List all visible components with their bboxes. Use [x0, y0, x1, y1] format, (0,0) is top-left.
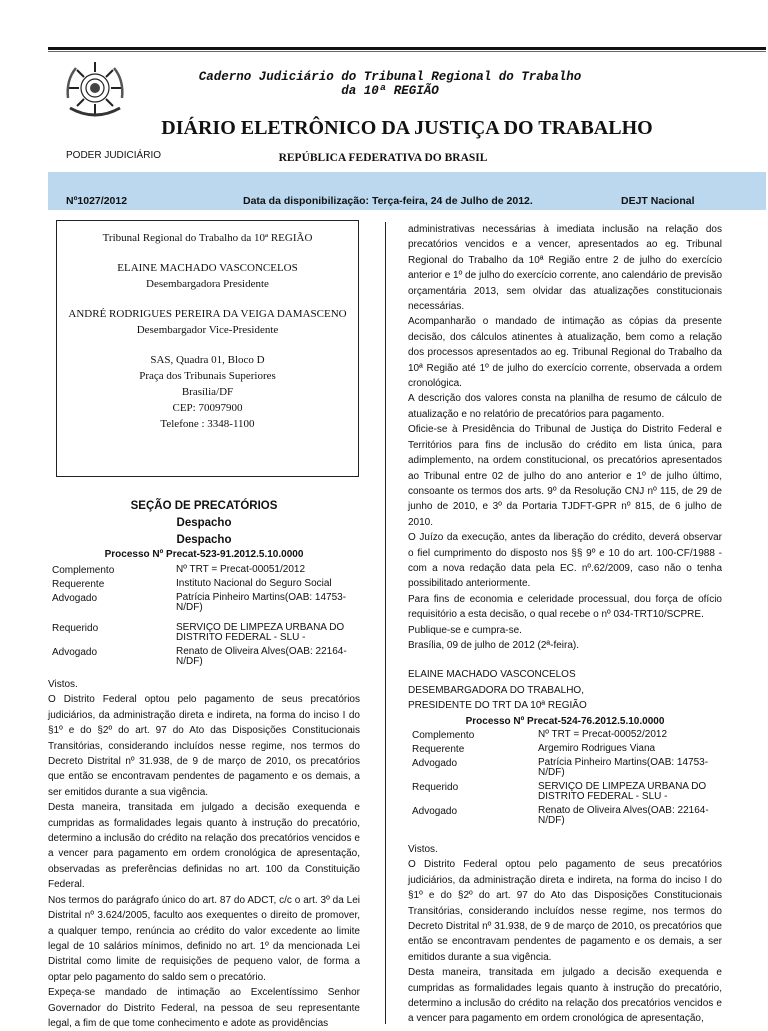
caderno-line-2: da 10ª REGIÃO [341, 84, 439, 98]
president-title: Desembargadora Presidente [146, 278, 269, 290]
field-label: Requerido [52, 623, 99, 634]
republica-label: REPÚBLICA FEDERATIVA DO BRASIL [278, 152, 488, 164]
tribunal-info-box [56, 220, 359, 477]
paragraph: Vistos. [48, 679, 78, 690]
paragraph: Nos termos do parágrafo único do art. 87 do ADCT, c/c o art. 3º da Lei Distrital nº 3.624/2005, faculto aos exequentes o direito de promover, a qualquer tempo, renúncia ao crédito do valor excedente ao limite legal de 10 salários mínimos, definido no art. 1º da mencionada Lei Distrital como limite de requisições de pequeno valor, de forma a optar pelo pagamento do saldo sem o precatório. [48, 894, 360, 983]
right-body-text [408, 222, 722, 714]
left-process-fields [52, 565, 362, 671]
field-value: Nº TRT = Precat-00052/2012 [538, 729, 668, 740]
coat-of-arms-seal [62, 58, 128, 124]
processo-number: Processo Nº Precat-524-76.2012.5.10.0000 [465, 716, 665, 727]
field-label: Complemento [412, 730, 475, 741]
processo-number: Processo Nº Precat-523-91.2012.5.10.0000 [104, 549, 304, 560]
field-value: Patrícia Pinheiro Martins(OAB: 14753-N/DF) [176, 592, 347, 613]
paragraph: Desta maneira, transitada em julgado a decisão exequenda e cumpridas as formalidades legais quanto à instrução do precatório, determino a inclusão do crédito na relação dos precatórios vencidos e a vencer para pagamento em ordem cronológica de apresentação, observadas as preferências definidas no art. 100 da Constituição Federal. [48, 802, 360, 891]
field-value: Renato de Oliveira Alves(OAB: 22164-N/DF) [538, 805, 709, 826]
paragraph: administrativas necessárias à imediata inclusão na relação dos precatórios vencidos e a vencer, apresentados ao eg. Tribunal Regional do Trabalho da 10ª Região entre 2 de julho do exercício anterior e 1º de julho do exercício corrente, ano calendário de previsão orçamentária 2013, sem olvidar das atualizações constitucionais necessárias. [408, 224, 722, 313]
field-label: Requerente [52, 579, 105, 590]
paragraph: Expeça-se mandado de intimação ao Excelentíssimo Senhor Governador do Distrito Federal, na pessoa de seu representante legal, a fim de que tome conhecimento e adote as providências [48, 987, 360, 1029]
field-value: SERVIÇO DE LIMPEZA URBANA DO DISTRITO FEDERAL - SLU - [176, 622, 345, 643]
edition-number: Nº1027/2012 [66, 195, 128, 207]
field-value: Nº TRT = Precat-00051/2012 [176, 564, 306, 575]
top-rule-thin [48, 51, 766, 52]
field-label: Advogado [52, 647, 98, 658]
field-label: Advogado [52, 593, 98, 604]
telephone: Telefone : 3348-1100 [160, 418, 255, 430]
dejt-label: DEJT Nacional [621, 195, 695, 207]
field-label: Advogado [412, 806, 458, 817]
top-rule [48, 47, 766, 50]
president-name: ELAINE MACHADO VASCONCELOS [117, 262, 298, 274]
cep: CEP: 70097900 [172, 402, 243, 414]
field-value: SERVIÇO DE LIMPEZA URBANA DO DISTRITO FEDERAL - SLU - [538, 781, 707, 802]
address-line-1: SAS, Quadra 01, Bloco D [150, 354, 265, 366]
caderno-header [140, 70, 640, 98]
field-label: Complemento [52, 565, 115, 576]
paragraph: O Distrito Federal optou pelo pagamento de seus precatórios judiciários, da administração direta e indireta, na forma do inciso I do §1º e do §2º do art. 97 do Ato das Disposições Constitucionais Transitórias, considerando incluídos nesse regime, nos termos do Decreto Distrital nº 31.938, de 9 de março de 2010, os precatórios que então se encontravam pendentes de pagamento e os demais, a ser emitidos durante a sua vigência. [408, 859, 722, 963]
paragraph: Para fins de economia e celeridade processual, dou força de ofício requisitório a esta decisão, o qual recebe o nº 034-TRT10/SCPRE. [408, 593, 722, 621]
left-body-text [48, 677, 360, 1031]
paragraph: Publique-se e cumpra-se. [408, 624, 522, 636]
signature-name: ELAINE MACHADO VASCONCELOS [408, 669, 576, 681]
paragraph: Desta maneira, transitada em julgado a decisão exequenda e cumpridas as formalidades legais quanto à instrução do precatório, determino a inclusão do crédito na relação dos precatórios vencidos e a vencer para pagamento em ordem cronológica de apresentação, [408, 967, 722, 1025]
poder-judiciario-label: PODER JUDICIÁRIO [66, 150, 162, 161]
field-value: Patrícia Pinheiro Martins(OAB: 14753-N/DF) [538, 757, 709, 778]
column-divider [385, 222, 386, 1024]
paragraph: A descrição dos valores consta na planilha de resumo de cálculo de atualização e no relatório de precatórios para pagamento. [408, 393, 722, 420]
left-section-header [48, 498, 360, 561]
caderno-line-1: Caderno Judiciário do Tribunal Regional do Trabalho [198, 70, 582, 84]
field-label: Requerido [412, 782, 459, 793]
signature-office: PRESIDENTE DO TRT DA 10ª REGIÃO [408, 700, 587, 712]
page-title: DIÁRIO ELETRÔNICO DA JUSTIÇA DO TRABALHO [161, 117, 653, 139]
paragraph: Vistos. [408, 844, 438, 855]
despacho-heading-1: Despacho [176, 517, 232, 529]
paragraph: Brasília, 09 de julho de 2012 (2ª-feira). [408, 639, 580, 651]
tribunal-name: Tribunal Regional do Trabalho da 10ª REGIÃO [102, 232, 313, 244]
publication-date: Data da disponibilização: Terça-feira, 24 de Julho de 2012. [243, 195, 533, 207]
address-line-2: Praça dos Tribunais Superiores [139, 370, 276, 382]
field-label: Advogado [412, 758, 458, 769]
section-title: SEÇÃO DE PRECATÓRIOS [130, 500, 278, 512]
paragraph: Oficie-se à Presidência do Tribunal de Justiça do Distrito Federal e Territórios para fins de inclusão do crédito em lista única, para adimplemento, na ordem constitucional, os precatórios apresentados ao Tribunal entre 02 de julho do ano anterior e 1º de julho último, consoante os termos dos arts. 9º da Resolução CNJ nº 115, de 29 de junho de 2010, e 3º da Portaria TJDFT-GPR nº 815, de 6 julho de 2010. [408, 424, 722, 528]
right-processo-heading [408, 716, 722, 728]
vice-president-name: ANDRÉ RODRIGUES PEREIRA DA VEIGA DAMASCENO [68, 308, 347, 320]
field-value: Renato de Oliveira Alves(OAB: 22164-N/DF) [176, 646, 347, 667]
field-value: Argemiro Rodrigues Viana [538, 743, 656, 754]
address-line-3: Brasília/DF [181, 386, 234, 398]
despacho-heading-2: Despacho [176, 534, 232, 546]
paragraph: Acompanharão o mandado de intimação as cópias da presente decisão, dos cálculos atinentes à atualização, bem como a relação dos processos apresentados ao eg. Tribunal Regional do Trabalho da 10ª Região até 1º de julho do exercício corrente, observada a ordem cronológica. [408, 316, 722, 390]
field-label: Requerente [412, 744, 465, 755]
vice-president-title: Desembargador Vice-Presidente [136, 324, 279, 336]
signature-role: DESEMBARGADORA DO TRABALHO, [408, 684, 584, 696]
field-value: Instituto Nacional do Seguro Social [176, 578, 332, 589]
paragraph: O Juízo da execução, antes da liberação do crédito, deverá observar o fiel cumprimento do disposto nos §§ 9º e 10 do art. 100-CF/1988 - com a nova redação data pela EC. nº.62/2009, caso não o tenha possibilitado anteriormente. [408, 532, 722, 590]
paragraph: O Distrito Federal optou pelo pagamento de seus precatórios judiciários, da administração direta e indireta, na forma do inciso I do §1º e do §2º do art. 97 do Ato das Disposições Constitucionais Transitórias, considerando incluídos nesse regime, nos termos do Decreto Distrital nº 31.938, de 9 de março de 2010, os precatórios que então se encontravam pendentes de pagamento e os demais, a ser emitidos durante a sua vigência. [48, 694, 360, 798]
right-process-fields [412, 730, 724, 830]
right-body-text-2 [408, 842, 722, 1027]
